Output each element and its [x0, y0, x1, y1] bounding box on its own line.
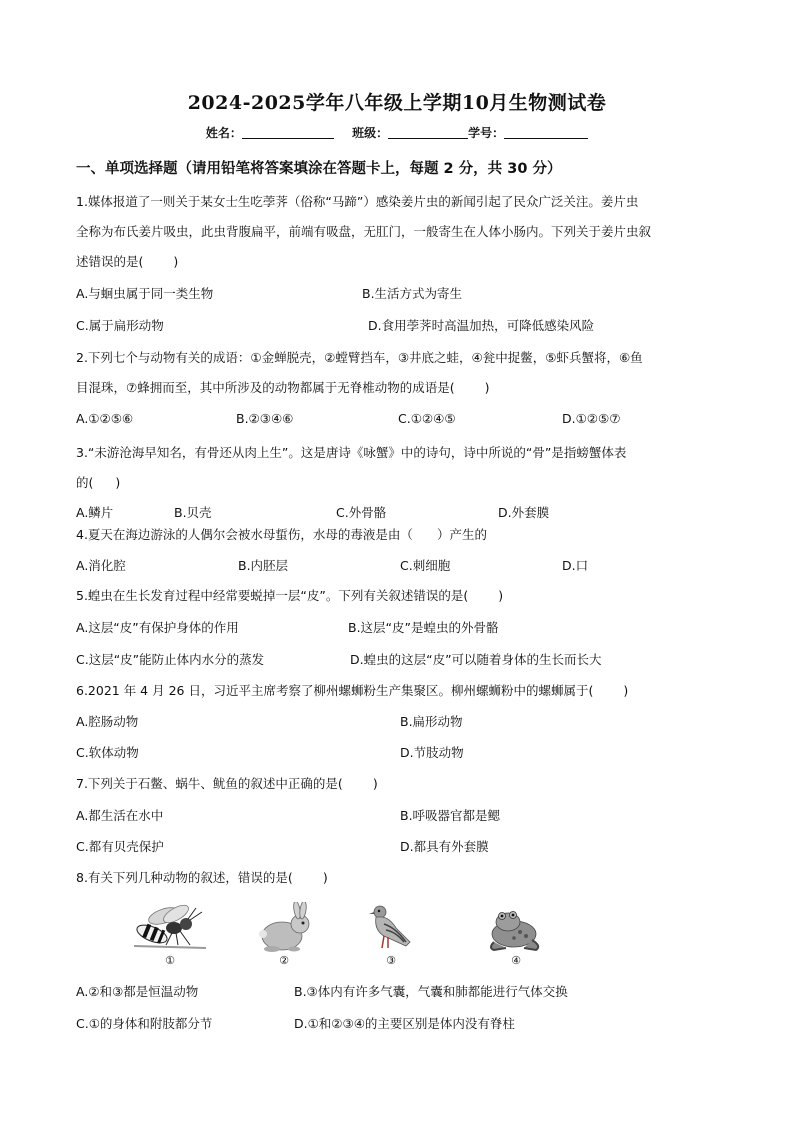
class-blank[interactable] — [388, 126, 468, 139]
exam-title: 2024-2025学年八年级上学期10月生物测试卷 — [187, 92, 607, 114]
q8-option-b: B.③体内有许多气囊，气囊和肺都能进行气体交换 — [294, 984, 568, 999]
q3-option-b: B.贝壳 — [174, 505, 212, 520]
q2-option-c: C.①②④⑤ — [398, 411, 456, 426]
name-label: 姓名： — [205, 126, 242, 140]
q4-option-a: A.消化腔 — [76, 558, 126, 573]
q2-option-b: B.②③④⑥ — [236, 411, 294, 426]
wasp-icon — [130, 902, 210, 954]
q8-option-d: D.①和②③④的主要区别是体内没有脊柱 — [294, 1016, 515, 1031]
q1-line-1: 1.媒体报道了一则关于某女士生吃荸荠（俗称“马蹄”）感染姜片虫的新闻引起了民众广泛关注。姜片虫 — [76, 194, 639, 209]
rabbit-figure — [254, 902, 314, 967]
q4-option-d: D.口 — [562, 558, 589, 573]
q3-line-2 — [76, 473, 120, 491]
pigeon-figure — [366, 902, 416, 967]
q7-stem: 7.下列关于石鳖、蜗牛、鱿鱼的叙述中正确的是( — [76, 776, 343, 791]
figure-3-label: ③ — [386, 954, 396, 967]
q1-stem-end: 述错误的是( — [76, 254, 144, 269]
q1-line-3 — [76, 252, 178, 270]
q7-paren-close: ) — [372, 776, 378, 791]
q8-paren-close: ) — [322, 870, 328, 885]
q7-line-1 — [76, 774, 378, 792]
q3-line-1: 3.“未游沧海早知名，有骨还从肉上生”。这是唐诗《咏蟹》中的诗句，诗中所说的“骨”是指螃蟹体表 — [76, 445, 627, 460]
q5-stem: 5.蝗虫在生长发育过程中经常要蜕掉一层“皮”。下列有关叙述错误的是( — [76, 588, 469, 603]
q7-option-d: D.都具有外套膜 — [400, 839, 489, 854]
figure-4-label: ④ — [511, 954, 521, 967]
rabbit-icon — [254, 902, 314, 954]
q5-paren-close: ) — [498, 588, 504, 603]
q1-option-d: D.食用荸荠时高温加热，可降低感染风险 — [368, 318, 595, 333]
q6-line-1 — [76, 681, 628, 699]
q6-option-a: A.腔肠动物 — [76, 714, 139, 729]
q2-stem-end: 目混珠，⑦蜂拥而至，其中所涉及的动物都属于无脊椎动物的成语是( — [76, 380, 455, 395]
q5-option-b: B.这层“皮”是蝗虫的外骨骼 — [348, 620, 499, 635]
q1-paren-close: ) — [173, 254, 179, 269]
q5-line-1 — [76, 586, 503, 604]
q6-option-b: B.扁形动物 — [400, 714, 463, 729]
q8-line-1 — [76, 868, 328, 886]
pigeon-icon — [366, 902, 416, 954]
q7-option-c: C.都有贝壳保护 — [76, 839, 164, 854]
class-label: 班级： — [352, 126, 389, 140]
q3-option-a: A.鳞片 — [76, 505, 114, 520]
number-label: 学号： — [468, 126, 505, 140]
q4-option-c: C.刺细胞 — [400, 558, 451, 573]
q4-option-b: B.内胚层 — [238, 558, 289, 573]
number-blank[interactable] — [504, 126, 588, 139]
frog-figure — [484, 902, 546, 967]
q2-option-d: D.①②⑤⑦ — [562, 411, 621, 426]
q2-line-2 — [76, 378, 489, 396]
q3-paren-close: ) — [115, 475, 121, 490]
q8-option-a: A.②和③都是恒温动物 — [76, 984, 199, 999]
q2-option-a: A.①②⑤⑥ — [76, 411, 134, 426]
q3-stem-end: 的( — [76, 475, 94, 490]
q3-option-d: D.外套膜 — [498, 505, 550, 520]
q1-option-a: A.与蛔虫属于同一类生物 — [76, 286, 214, 301]
figure-2-label: ② — [279, 954, 289, 967]
frog-icon — [484, 902, 546, 954]
q6-paren-close: ) — [623, 683, 629, 698]
q1-line-2: 全称为布氏姜片吸虫，此虫背腹扁平，前端有吸盘，无肛门，一般寄生在人体小肠内。下列关于姜片虫叙 — [76, 224, 652, 239]
student-info-row — [0, 124, 794, 141]
wasp-figure — [130, 902, 210, 967]
q4-line-1 — [76, 525, 487, 543]
q2-paren-close: ) — [484, 380, 490, 395]
q5-option-c: C.这层“皮”能防止体内水分的蒸发 — [76, 652, 265, 667]
q7-option-a: A.都生活在水中 — [76, 808, 164, 823]
q3-option-c: C.外骨骼 — [336, 505, 387, 520]
q5-option-d: D.蝗虫的这层“皮”可以随着身体的生长而长大 — [350, 652, 602, 667]
q6-stem: 6.2021 年 4 月 26 日，习近平主席考察了柳州螺蛳粉生产集聚区。柳州螺蛳粉中的螺蛳属于( — [76, 683, 594, 698]
q8-option-c: C.①的身体和附肢都分节 — [76, 1016, 213, 1031]
q6-option-d: D.节肢动物 — [400, 745, 464, 760]
q1-option-c: C.属于扁形动物 — [76, 318, 164, 333]
q4-stem-end: ）产生的 — [436, 527, 487, 542]
q5-option-a: A.这层“皮”有保护身体的作用 — [76, 620, 239, 635]
q8-stem: 8.有关下列几种动物的叙述，错误的是( — [76, 870, 293, 885]
animal-figures — [130, 902, 560, 972]
name-blank[interactable] — [242, 126, 334, 139]
figure-1-label: ① — [165, 954, 175, 967]
section-heading: 一、单项选择题（请用铅笔将答案填涂在答题卡上，每题 2 分，共 30 分） — [76, 161, 562, 177]
q1-option-b: B.生活方式为寄生 — [362, 286, 463, 301]
q2-line-1: 2.下列七个与动物有关的成语：①金蝉脱壳，②螳臂挡车，③井底之蛙，④瓮中捉鳖，⑤虾兵蟹将，⑥鱼 — [76, 350, 643, 365]
q6-option-c: C.软体动物 — [76, 745, 139, 760]
q4-stem: 4.夏天在海边游泳的人偶尔会被水母蜇伤，水母的毒液是由（ — [76, 527, 413, 542]
q7-option-b: B.呼吸器官都是鳃 — [400, 808, 501, 823]
